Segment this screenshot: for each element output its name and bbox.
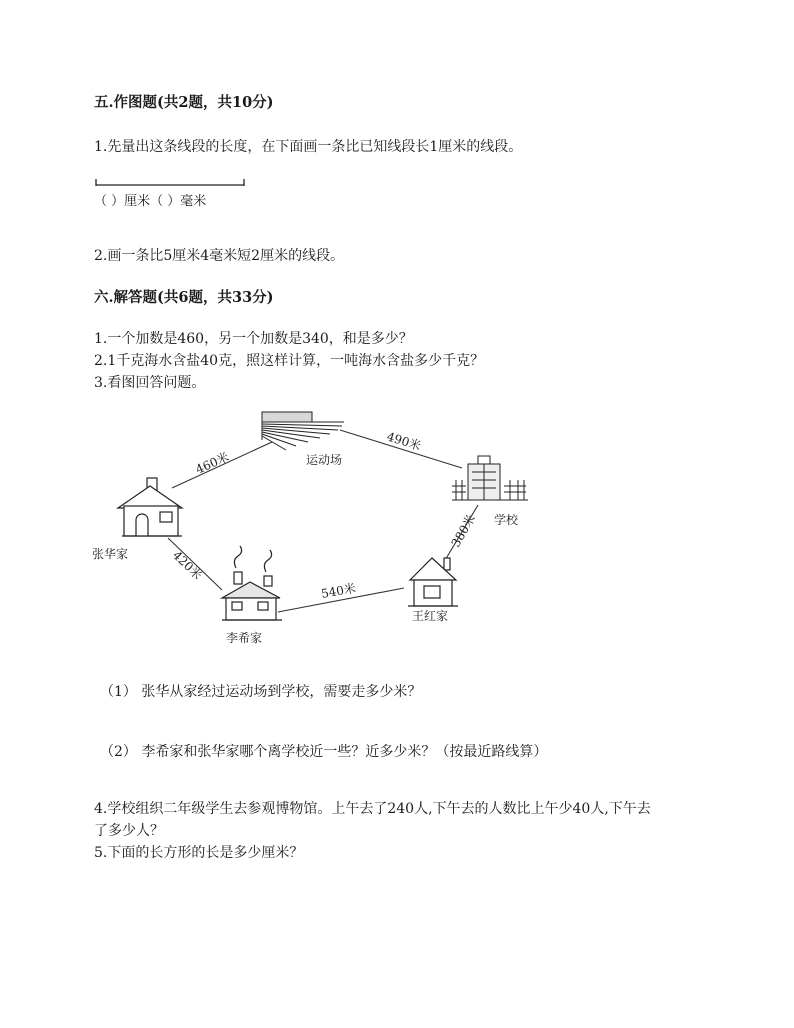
question-6-4-line-2: 了多少人？ — [94, 823, 164, 839]
question-6-5: 5.下面的长方形的长是多少厘米？ — [94, 845, 304, 861]
question-6-3-sub-2: （2） 李希家和张华家哪个离学校近一些？近多少米？（按最近路线算） — [100, 744, 548, 760]
zhang-home-icon — [118, 478, 182, 536]
measure-answer-blank: （ ）厘米（ ）毫米 — [94, 194, 207, 209]
label-stadium: 运动场 — [306, 453, 343, 467]
distance-stadium-school: 490米 — [385, 429, 423, 454]
question-5-1: 1.先量出这条线段的长度，在下面画一条比已知线段长1厘米的线段。 — [94, 139, 523, 155]
distance-school-wang: 380米 — [448, 512, 479, 550]
distance-zhang-stadium: 460米 — [193, 449, 232, 477]
distance-zhang-li: 420米 — [169, 548, 205, 583]
school-icon — [452, 456, 528, 500]
stadium-icon — [262, 412, 344, 450]
label-school: 学校 — [494, 513, 519, 527]
label-zhang-home: 张华家 — [92, 547, 129, 561]
route-map-figure — [0, 400, 794, 660]
distance-wang-li: 540米 — [320, 581, 357, 601]
question-6-2: 2.1千克海水含盐40克，照这样计算，一吨海水含盐多少千克？ — [94, 353, 485, 369]
question-6-3-sub-1: （1） 张华从家经过运动场到学校，需要走多少米？ — [100, 684, 422, 700]
given-line-segment — [94, 176, 250, 190]
wang-home-icon — [408, 558, 458, 606]
question-5-2: 2.画一条比5厘米4毫米短2厘米的线段。 — [94, 248, 345, 264]
section-6-heading: 六.解答题(共6题，共33分) — [94, 289, 274, 306]
section-5-heading: 五.作图题(共2题，共10分) — [94, 94, 274, 111]
question-6-4-line-1: 4.学校组织二年级学生去参观博物馆。上午去了240人,下午去的人数比上午少40人,下午去 — [94, 801, 651, 817]
label-li-home: 李希家 — [226, 631, 263, 645]
question-6-1: 1.一个加数是460，另一个加数是340，和是多少？ — [94, 331, 413, 347]
li-home-icon — [222, 546, 282, 620]
question-6-3: 3.看图回答问题。 — [94, 375, 206, 391]
label-wang-home: 王红家 — [412, 609, 449, 623]
